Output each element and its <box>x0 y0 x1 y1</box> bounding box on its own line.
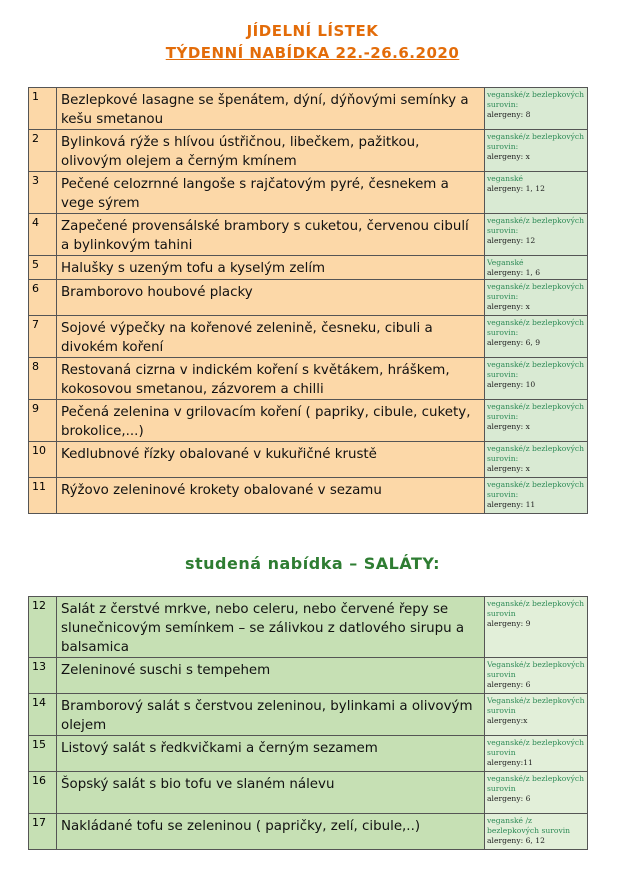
vegan-label: veganské/z bezlepkových surovin: <box>487 216 585 235</box>
menu-row <box>29 214 588 256</box>
vegan-label: Veganské <box>487 258 524 267</box>
menu-row <box>29 256 588 280</box>
dish-info <box>485 88 588 130</box>
dish-name: Kedlubnové řízky obalované v kukuřičné krustě <box>57 442 485 478</box>
vegan-label: veganské/z bezlepkových surovin: <box>487 444 585 463</box>
vegan-label: veganské/z bezlepkových surovin <box>487 599 585 618</box>
vegan-label: veganské/z bezlepkových surovin: <box>487 282 585 301</box>
allergens-label: alergeny: x <box>487 422 530 431</box>
menu-row <box>29 358 588 400</box>
allergens-label: alergeny: 6 <box>487 680 531 689</box>
vegan-label: veganské/z bezlepkových surovin <box>487 738 585 757</box>
item-number: 5 <box>29 256 57 280</box>
dish-info <box>485 814 588 850</box>
menu-row <box>29 736 588 772</box>
menu-row <box>29 597 588 658</box>
menu-row <box>29 316 588 358</box>
allergens-label: alergeny: 6, 9 <box>487 338 541 347</box>
dish-name: Sojové výpečky na kořenové zelenině, česneku, cibuli a divokém koření <box>57 316 485 358</box>
dish-info <box>485 316 588 358</box>
allergens-label: alergeny: x <box>487 464 530 473</box>
vegan-label: veganské/z bezlepkových surovin: <box>487 132 585 151</box>
dish-info <box>485 772 588 814</box>
vegan-label: veganské/z bezlepkových surovin: <box>487 402 585 421</box>
dish-name: Halušky s uzeným tofu a kyselým zelím <box>57 256 485 280</box>
allergens-label: alergeny:11 <box>487 758 533 767</box>
dish-info <box>485 400 588 442</box>
vegan-label: veganské/z bezlepkových surovin: <box>487 90 585 109</box>
dish-name: Zapečené provensálské brambory s cuketou, červenou cibulí a bylinkovým tahini <box>57 214 485 256</box>
dish-info <box>485 280 588 316</box>
item-number: 4 <box>29 214 57 256</box>
dish-name: Listový salát s ředkvičkami a černým sezamem <box>57 736 485 772</box>
item-number: 7 <box>29 316 57 358</box>
dish-info <box>485 658 588 694</box>
week-offer-title: TÝDENNÍ NABÍDKA 22.-26.6.2020 <box>165 44 460 62</box>
dish-info <box>485 597 588 658</box>
dish-info <box>485 130 588 172</box>
menu-row <box>29 814 588 850</box>
dish-info <box>485 478 588 514</box>
vegan-label: veganské/z bezlepkových surovin: <box>487 318 585 337</box>
item-number: 15 <box>29 736 57 772</box>
menu-row <box>29 478 588 514</box>
menu-row <box>29 172 588 214</box>
menu-title: JÍDELNÍ LÍSTEK <box>246 22 379 40</box>
allergens-label: alergeny: 12 <box>487 236 536 245</box>
menu-row <box>29 130 588 172</box>
dish-info <box>485 442 588 478</box>
vegan-label: veganské/z bezlepkových surovin <box>487 774 585 793</box>
menu-row <box>29 400 588 442</box>
allergens-label: alergeny: 1, 6 <box>487 268 541 277</box>
item-number: 16 <box>29 772 57 814</box>
item-number: 17 <box>29 814 57 850</box>
allergens-label: alergeny: x <box>487 302 530 311</box>
menu-row <box>29 442 588 478</box>
item-number: 12 <box>29 597 57 658</box>
dish-name: Restovaná cizrna v indickém koření s květákem, hráškem, kokosovou smetanou, zázvorem a chilli <box>57 358 485 400</box>
item-number: 6 <box>29 280 57 316</box>
allergens-label: alergeny: 10 <box>487 380 536 389</box>
item-number: 10 <box>29 442 57 478</box>
item-number: 3 <box>29 172 57 214</box>
dish-name: Nakládané tofu se zeleninou ( papričky, zelí, cibule,..) <box>57 814 485 850</box>
dish-name: Pečené celozrnné langoše s rajčatovým pyré, česnekem a vege sýrem <box>57 172 485 214</box>
menu-row <box>29 772 588 814</box>
dish-name: Bylinková rýže s hlívou ústřičnou, libečkem, pažitkou, olivovým olejem a černým kmínem <box>57 130 485 172</box>
item-number: 2 <box>29 130 57 172</box>
menu-row <box>29 88 588 130</box>
item-number: 1 <box>29 88 57 130</box>
dish-name: Salát z čerstvé mrkve, nebo celeru, nebo červené řepy se slunečnicovým semínkem – se zálivkou z datlového sirupu a balsamica <box>57 597 485 658</box>
item-number: 14 <box>29 694 57 736</box>
dish-info <box>485 736 588 772</box>
allergens-label: alergeny: 6, 12 <box>487 836 545 845</box>
dish-info <box>485 172 588 214</box>
allergens-label: alergeny: 9 <box>487 619 531 628</box>
dish-name: Zeleninové suschi s tempehem <box>57 658 485 694</box>
dish-name: Bramborovo houbové placky <box>57 280 485 316</box>
allergens-label: alergeny: 6 <box>487 794 531 803</box>
item-number: 8 <box>29 358 57 400</box>
salads-section-title: studená nabídka – SALÁTY: <box>184 554 441 573</box>
vegan-label: Veganské/z bezlepkových surovin <box>487 660 585 679</box>
item-number: 11 <box>29 478 57 514</box>
vegan-label: veganské/z bezlepkových surovin: <box>487 360 585 379</box>
dish-info <box>485 256 588 280</box>
vegan-label: Veganské/z bezlepkových surovin <box>487 696 585 715</box>
vegan-label: veganské /z bezlepkových surovin <box>487 816 571 835</box>
vegan-label: veganské <box>487 174 524 183</box>
dish-info <box>485 214 588 256</box>
item-number: 9 <box>29 400 57 442</box>
allergens-label: alergeny: 8 <box>487 110 531 119</box>
item-number: 13 <box>29 658 57 694</box>
allergens-label: alergeny: x <box>487 152 530 161</box>
allergens-label: alergeny: 11 <box>487 500 536 509</box>
menu-row <box>29 694 588 736</box>
dish-info <box>485 694 588 736</box>
dish-name: Šopský salát s bio tofu ve slaném nálevu <box>57 772 485 814</box>
allergens-label: alergeny: 1, 12 <box>487 184 545 193</box>
dish-name: Bramborový salát s čerstvou zeleninou, bylinkami a olivovým olejem <box>57 694 485 736</box>
hot-menu-table <box>28 87 588 514</box>
allergens-label: alergeny:x <box>487 716 528 725</box>
vegan-label: veganské/z bezlepkových surovin: <box>487 480 585 499</box>
dish-name: Pečená zelenina v grilovacím koření ( papriky, cibule, cukety, brokolice,...) <box>57 400 485 442</box>
menu-row <box>29 280 588 316</box>
menu-row <box>29 658 588 694</box>
dish-name: Rýžovo zeleninové krokety obalované v sezamu <box>57 478 485 514</box>
dish-info <box>485 358 588 400</box>
dish-name: Bezlepkové lasagne se špenátem, dýní, dýňovými semínky a kešu smetanou <box>57 88 485 130</box>
salad-menu-table <box>28 596 588 850</box>
